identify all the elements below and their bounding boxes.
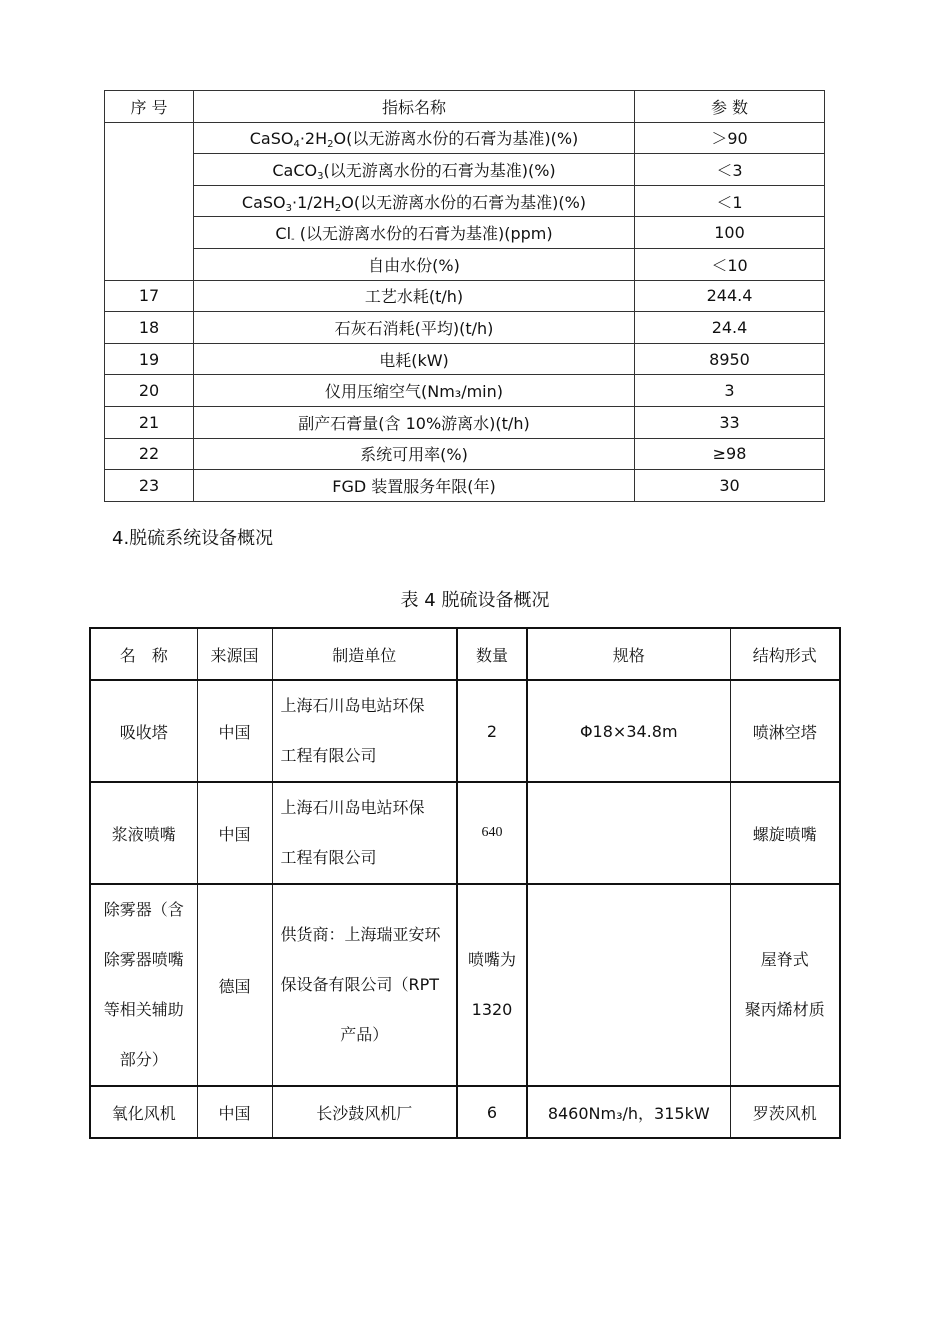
table-caption: 表 4 脱硫设备概况 xyxy=(400,590,550,611)
table-row xyxy=(105,343,825,375)
equipment-maker: 上海石川岛电站环保 工程有限公司 xyxy=(272,680,457,782)
equipment-table xyxy=(89,627,841,1139)
equipment-origin: 中国 xyxy=(197,1086,272,1138)
indicator-name: 工艺水耗(t/h) xyxy=(194,280,635,312)
equipment-structure: 螺旋喷嘴 xyxy=(730,782,840,884)
indicator-name: $CaSO_3\cdot 1/2H_2O$(以无游离水份的石膏为基准)(%) xyxy=(194,185,635,217)
equipment-origin: 中国 xyxy=(197,680,272,782)
header-qty: 数量 xyxy=(457,628,527,680)
indicator-value: 3 xyxy=(635,375,825,407)
indicator-value: 30 xyxy=(635,470,825,502)
table-row xyxy=(90,680,840,782)
indicator-value: 24.4 xyxy=(635,312,825,344)
indicator-name: 仪用压缩空气(Nm₃/min) xyxy=(194,375,635,407)
indicator-name: 系统可用率(%) xyxy=(194,438,635,470)
equipment-structure: 罗茨风机 xyxy=(730,1086,840,1138)
equipment-qty: 喷嘴为 1320 xyxy=(457,884,527,1086)
indicator-value: 33 xyxy=(635,406,825,438)
table-row xyxy=(105,185,825,217)
indicator-name: 副产石膏量(含 10%游离水)(t/h) xyxy=(194,406,635,438)
table-row xyxy=(90,884,840,1086)
section-heading: 4.脱硫系统设备概况 xyxy=(112,528,274,549)
indicator-name: 电耗(kW) xyxy=(194,343,635,375)
indicator-value: 244.4 xyxy=(635,280,825,312)
indicator-name: 石灰石消耗(平均)(t/h) xyxy=(194,312,635,344)
equipment-qty: 6 xyxy=(457,1086,527,1138)
row-no: 17 xyxy=(105,280,194,312)
equipment-origin: 德国 xyxy=(197,884,272,1086)
equipment-qty: 2 xyxy=(457,680,527,782)
row-no: 18 xyxy=(105,312,194,344)
table-row xyxy=(105,438,825,470)
indicator-value: ＜3 xyxy=(635,154,825,186)
equipment-name: 浆液喷嘴 xyxy=(90,782,197,884)
table-row xyxy=(105,375,825,407)
row-no: 22 xyxy=(105,438,194,470)
indicator-value: 8950 xyxy=(635,343,825,375)
table-row xyxy=(105,122,825,154)
indicator-value: ＜10 xyxy=(635,248,825,280)
indicator-name: $Cl_-$ (以无游离水份的石膏为基准)(ppm) xyxy=(194,217,635,249)
header-origin: 来源国 xyxy=(197,628,272,680)
row-no: 20 xyxy=(105,375,194,407)
indicator-name: $CaSO_4\cdot 2H_2O$(以无游离水份的石膏为基准)(%) xyxy=(194,122,635,154)
table-row xyxy=(105,470,825,502)
equipment-structure: 喷淋空塔 xyxy=(730,680,840,782)
indicator-name: FGD 装置服务年限(年) xyxy=(194,470,635,502)
row-no: 21 xyxy=(105,406,194,438)
equipment-name: 吸收塔 xyxy=(90,680,197,782)
table-row xyxy=(90,782,840,884)
row-no: 23 xyxy=(105,470,194,502)
equipment-spec xyxy=(527,884,730,1086)
table-row xyxy=(105,406,825,438)
row-no: 19 xyxy=(105,343,194,375)
equipment-name: 氧化风机 xyxy=(90,1086,197,1138)
spec-table xyxy=(104,90,825,502)
equipment-qty: 640 xyxy=(457,782,527,884)
spec-table-header xyxy=(105,91,825,123)
header-value: 参 数 xyxy=(635,91,825,123)
indicator-value: 100 xyxy=(635,217,825,249)
group-no-cell xyxy=(105,122,194,280)
equipment-spec xyxy=(527,782,730,884)
table-row xyxy=(90,1086,840,1138)
header-name: 指标名称 xyxy=(194,91,635,123)
header-structure: 结构形式 xyxy=(730,628,840,680)
indicator-name: 自由水份(%) xyxy=(194,248,635,280)
table-row xyxy=(105,217,825,249)
table-row xyxy=(105,280,825,312)
table-row xyxy=(105,312,825,344)
equipment-maker: 供货商：上海瑞亚安环 保设备有限公司（RPT 产品） xyxy=(272,884,457,1086)
header-name: 名 称 xyxy=(90,628,197,680)
table-row xyxy=(105,248,825,280)
header-spec: 规格 xyxy=(527,628,730,680)
indicator-value: ＞90 xyxy=(635,122,825,154)
equipment-table-header xyxy=(90,628,840,680)
equipment-spec: Φ18×34.8m xyxy=(527,680,730,782)
equipment-spec: 8460Nm₃/h，315kW xyxy=(527,1086,730,1138)
equipment-maker: 长沙鼓风机厂 xyxy=(272,1086,457,1138)
indicator-value: ≥98 xyxy=(635,438,825,470)
indicator-value: ＜1 xyxy=(635,185,825,217)
equipment-origin: 中国 xyxy=(197,782,272,884)
table-row xyxy=(105,154,825,186)
header-maker: 制造单位 xyxy=(272,628,457,680)
equipment-name: 除雾器（含 除雾器喷嘴 等相关辅助 部分） xyxy=(90,884,197,1086)
header-no: 序 号 xyxy=(105,91,194,123)
equipment-maker: 上海石川岛电站环保 工程有限公司 xyxy=(272,782,457,884)
equipment-structure: 屋脊式 聚丙烯材质 xyxy=(730,884,840,1086)
indicator-name: CaCO$_3$(以无游离水份的石膏为基准)(%) xyxy=(194,154,635,186)
